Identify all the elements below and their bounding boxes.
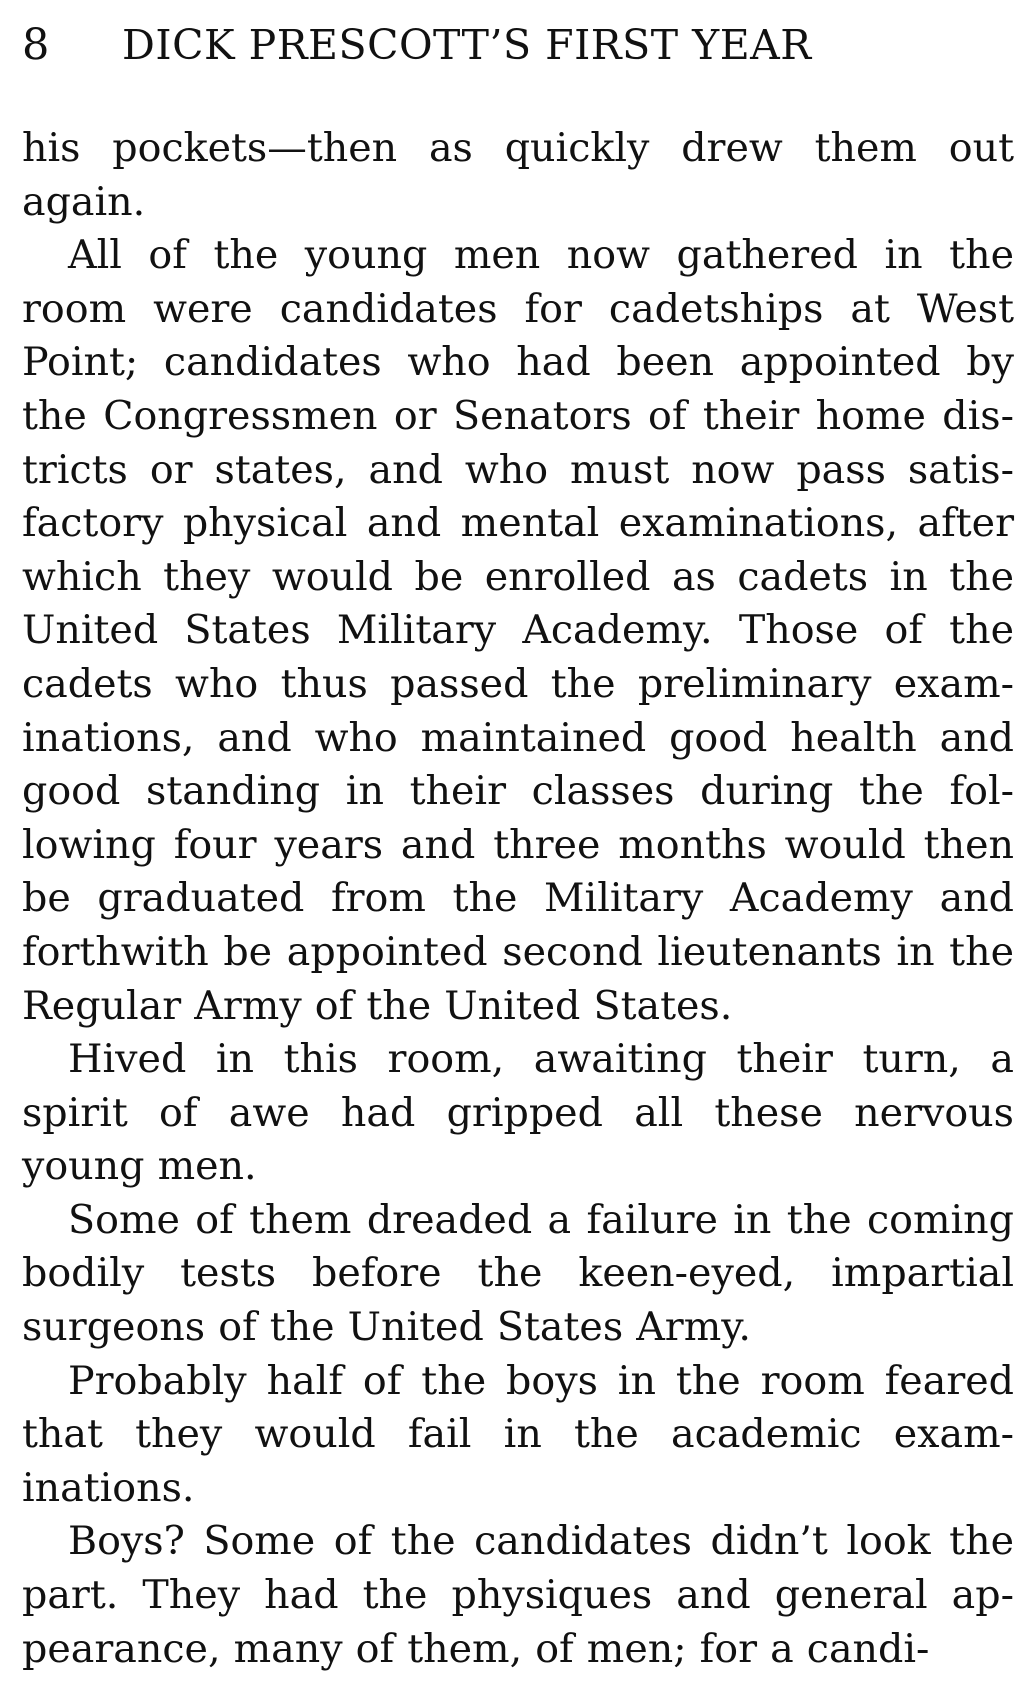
paragraph: Hived in this room, awaiting their turn, a spirit of awe had gripped all these nervous young men. bbox=[22, 1036, 1014, 1190]
paragraph: Boys? Some of the candidates didn’t look the part. They had the physiques and general appearance, many of them, of men; for a candi- bbox=[22, 1518, 1014, 1672]
book-page bbox=[22, 14, 1014, 1676]
paragraph-continued: his pockets—then as quickly drew them out again. bbox=[22, 125, 1014, 225]
paragraph: Some of them dreaded a failure in the coming bodily tests before the keen-eyed, impartial surgeons of the United States Army. bbox=[22, 1196, 1014, 1351]
running-head: DICK PRESCOTT’S FIRST YEAR bbox=[122, 21, 812, 69]
body-text bbox=[22, 122, 1014, 1676]
page-header bbox=[22, 14, 1014, 76]
paragraph: All of the young men now gathered in the room were candidates for cadetships at West Point; candidates who had been appointed by the Congressmen or Senators of their home districts or states, and who must now pass satisfactory physical and mental examinations, after which they would be enrolled as cadets in the United States Military Academy. Those of the cadets who thus passed the preliminary examinations, and who maintained good health and good standing in their classes during the following four years and three months would then be graduated from the Military Academy and forthwith be appointed second lieutenants in the Regular Army of the United States. bbox=[22, 232, 1014, 1029]
paragraph: Probably half of the boys in the room feared that they would fail in the academic examinations. bbox=[22, 1357, 1014, 1511]
page-number: 8 bbox=[22, 20, 50, 70]
